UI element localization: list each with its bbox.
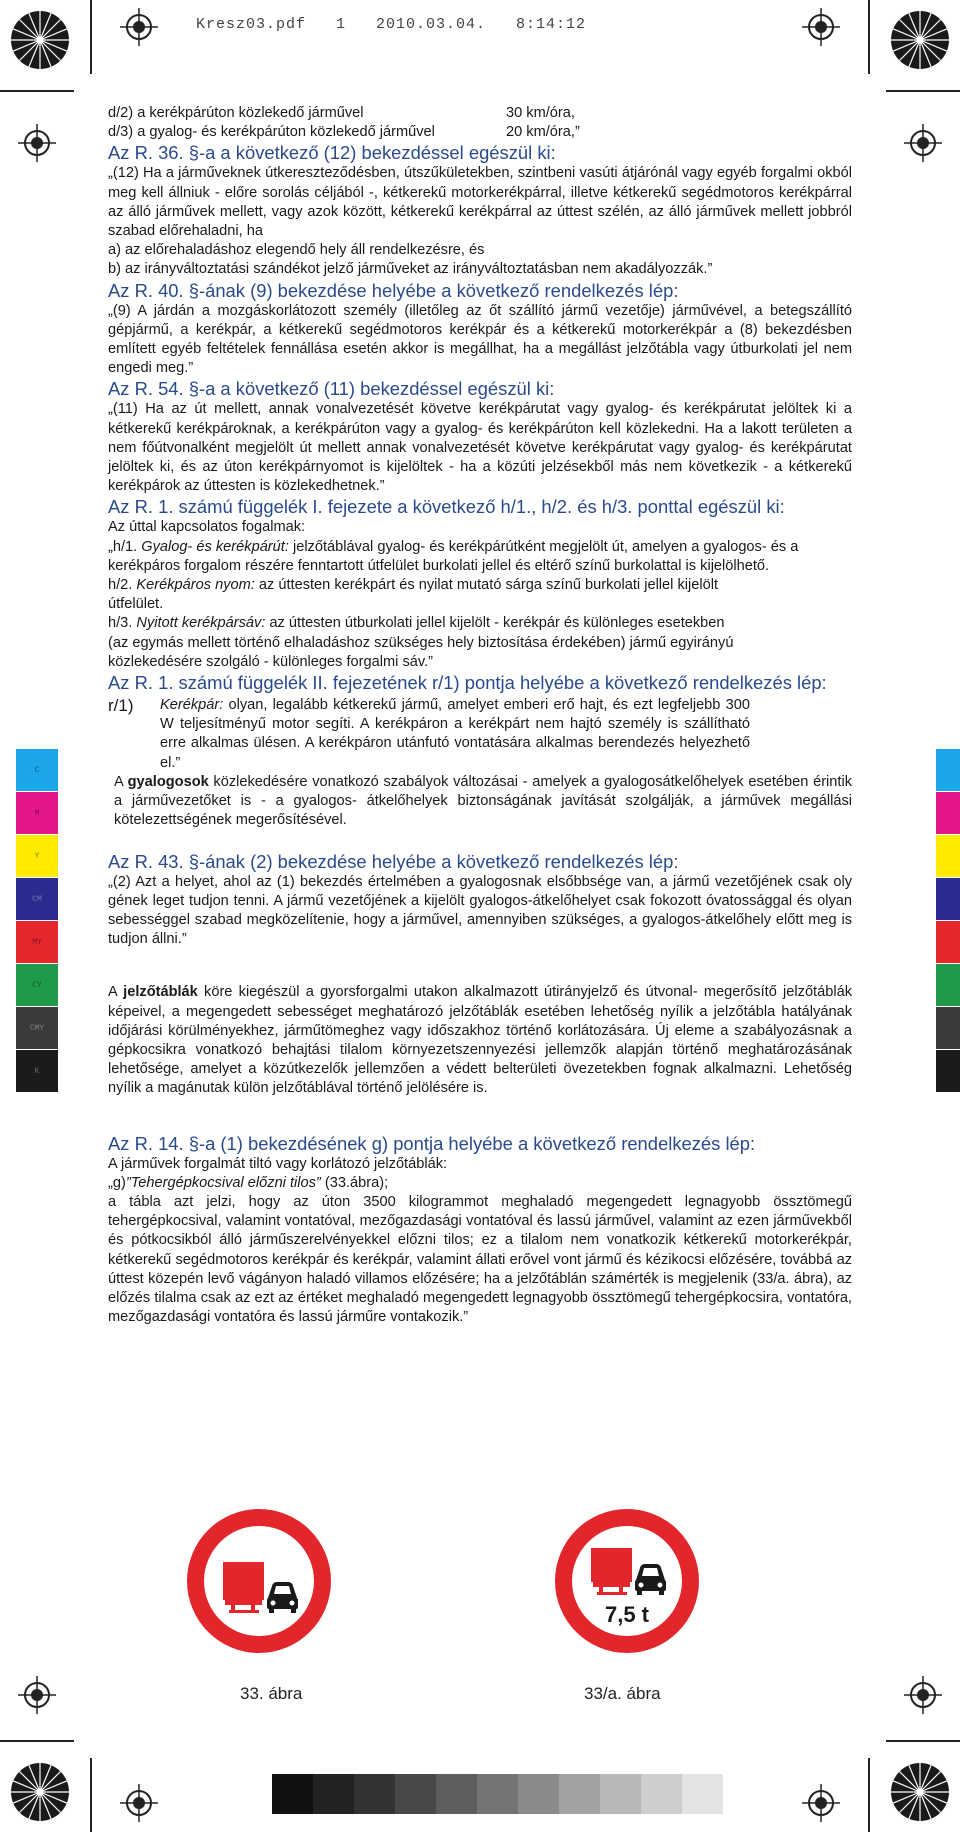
- registration-mark-icon: [18, 124, 56, 162]
- definition-item: [108, 576, 748, 614]
- radial-resolution-mark-icon: [890, 1762, 950, 1822]
- color-swatch-cyan: [936, 749, 960, 791]
- gray-step: [600, 1774, 641, 1814]
- section-heading: Az R. 54. §-a a következő (11) bekezdéssel egészül ki:: [108, 378, 555, 400]
- registration-mark-icon: [120, 1784, 158, 1822]
- radial-resolution-mark-icon: [10, 1762, 70, 1822]
- definition-label: r/1): [108, 696, 134, 716]
- paragraph: a) az előrehaladáshoz elegendő hely áll rendelkezésre, és: [108, 242, 485, 259]
- color-swatch-red: [936, 921, 960, 963]
- paragraph: a tábla azt jelzi, hogy az úton 3500 kilogrammot meghaladó megengedett legnagyobb össztömegű tehergépkocsival, valamint vontatóval, mezőgazdasági vontatóval és lassú járművel, valamint az ezen járművekből és pótkocsikból álló járműszerelvényekkel előzni tilos; ez a tilalom nem vonatkozik kétkerekű motorkerékpár, kétkerekű segédmotoros kerékpár és kerékpár, valamint állati erővel vont jármű és kézikocsi előzésére, továbbá az úttest közepén levő vágányon haladó villamos előzésére; ha a jelzőtáblán számérték is megjelenik (33/a. ábra), az előzés tilalma csak az ezt az értéket meghaladó megengedett legnagyobb össztömegű tehergépkocsira, vontatóra, mezőgazdasági vontatóra és lassú járműre vontakozik.”: [108, 1193, 852, 1326]
- gray-step: [559, 1774, 600, 1814]
- item-title: ”Tehergépkocsival előzni tilos”: [125, 1174, 321, 1191]
- intro-bold: jelzőtáblák: [123, 984, 198, 1001]
- figure-caption: 33/a. ábra: [584, 1684, 661, 1703]
- color-swatch-red: [16, 921, 58, 963]
- paragraph: „(2) Azt a helyet, ahol az (1) bekezdés értelmében a gyalogosnak elsőbbsége van, a jármű vezetőjének csak oly gének leget tudjon tenni. A jármű vezetőjének a kijelölt gyalogos-átkelőhelyet csak fokozott óvatossággal és olyan sebességgel szabad megközelítenie, hogy a járművel, amennyiben szükséges, a gyalogos-átkelőhely előtt meg is tudjon állni.”: [108, 873, 852, 948]
- definition-text: az úttesten útburkolati jellel kijelölt - kerékpár és különleges esetekben (az egymás mellett történő elhaladáshoz szükséges hely biztosítása érdekében) jármű egyirányú közlekedésére szolgáló - különleges forgalmi sáv.”: [108, 615, 734, 670]
- definition-term: Nyitott kerékpársáv:: [136, 615, 266, 632]
- paragraph: Az úttal kapcsolatos fogalmak:: [108, 519, 306, 536]
- color-swatch-yellow: [936, 835, 960, 877]
- color-swatch-black: [936, 1050, 960, 1092]
- color-swatch-blue: [936, 878, 960, 920]
- registration-mark-icon: [18, 1676, 56, 1714]
- definition-prefix: „h/1.: [108, 538, 142, 555]
- definition-text: jelzőtáblával gyalog- és kerékpárútként megjelölt út, amelyen a gyalogos- és a kerékpáros forgalom részére fenntartott útfelület burkolati jellel és eltérő színű burkolattal is kijelölhető.: [108, 538, 799, 574]
- gray-step: [436, 1774, 477, 1814]
- trim-mark: [0, 1740, 74, 1742]
- item-prefix: „g): [108, 1174, 126, 1191]
- intro-prefix: A: [114, 773, 128, 790]
- definition-text: az úttesten kerékpárt és nyilat mutató sárga színű burkolati jellel kijelölt útfelület.: [108, 577, 719, 613]
- trim-mark: [868, 0, 870, 74]
- swatch-label: M: [34, 808, 40, 818]
- paragraph: b) az irányváltoztatási szándékot jelző járműveket az irányváltoztatásban nem akadályozzák.”: [108, 261, 713, 278]
- color-swatch-magenta: [936, 792, 960, 834]
- swatch-label: K: [34, 1066, 40, 1076]
- definition-term: Gyalog- és kerékpárút:: [141, 538, 289, 555]
- definition-text: [160, 696, 750, 773]
- color-swatch-green: [936, 964, 960, 1006]
- trim-mark: [886, 1740, 960, 1742]
- color-swatch-magenta: [16, 792, 58, 834]
- color-swatch-black: [16, 1050, 58, 1092]
- registration-mark-icon: [904, 1676, 942, 1714]
- gray-step: [272, 1774, 313, 1814]
- section-heading: Az R. 40. §-ának (9) bekezdése helyébe a következő rendelkezés lép:: [108, 279, 679, 301]
- definition-body: olyan, legalább kétkerekű jármű, amelyet emberi erő hajt, és ezt legfeljebb 300 W teljesítményű motor segíti. A kerékpáron a kerékpárt nem hajtó személy is szállítható erre alkalmas ülésen. A kerékpáron utánfutó vontatására alkalmas berendezés helyezhető el.”: [160, 697, 750, 771]
- color-swatch-green: [16, 964, 58, 1006]
- radial-resolution-mark-icon: [890, 10, 950, 70]
- gray-step: [682, 1774, 723, 1814]
- gray-step: [313, 1774, 354, 1814]
- intro-prefix: A: [108, 984, 124, 1001]
- registration-mark-icon: [904, 124, 942, 162]
- swatch-label: CMY: [29, 1023, 45, 1033]
- speed-line: [108, 123, 852, 142]
- swatch-label: Y: [34, 851, 40, 861]
- radial-resolution-mark-icon: [10, 10, 70, 70]
- print-header: Kresz03.pdf 1 2010.03.04. 8:14:12: [196, 16, 587, 33]
- speed-line-label: d/2) a kerékpárúton közlekedő járművel: [108, 105, 364, 121]
- paragraph: „(9) A járdán a mozgáskorlátozott személy (illetőleg az őt szállító jármű vezetője) járművével, a betegszállító gépjármű, a kerékpár, a kétkerekű segédmotoros kerékpár és a kétkerekű motorkerékpár a (8) bekezdésben említett egyéb feltételek fennállása esetén akkor is megállhat, ha a megállást jelzőtábla vagy útburkolati jel nem engedi meg.”: [108, 302, 852, 377]
- gray-step: [518, 1774, 559, 1814]
- color-swatch-blue: [16, 878, 58, 920]
- paragraph: A járművek forgalmát tiltó vagy korlátozó jelzőtáblák:: [108, 1155, 448, 1172]
- trim-mark: [0, 90, 74, 92]
- no-truck-overtaking-sign: [184, 1506, 334, 1656]
- color-swatch-cyan: [16, 749, 58, 791]
- trim-mark: [90, 0, 92, 74]
- document-body: [108, 104, 852, 1327]
- spacer: [108, 831, 852, 851]
- color-bar-left: [16, 749, 58, 1093]
- definition-r1: [108, 696, 852, 773]
- section-heading: Az R. 36. §-a a következő (12) bekezdéssel egészül ki:: [108, 142, 556, 164]
- section-heading: Az R. 43. §-ának (2) bekezdése helyébe a következő rendelkezés lép:: [108, 850, 679, 872]
- registration-mark-icon: [802, 1784, 840, 1822]
- gray-step: [354, 1774, 395, 1814]
- definition-item: [108, 614, 748, 672]
- swatch-label: C: [34, 765, 40, 775]
- no-truck-overtaking-weight-sign: [552, 1506, 702, 1656]
- definition-item: [108, 538, 850, 576]
- registration-mark-icon: [120, 8, 158, 46]
- speed-line-value: 30 km/óra,: [506, 105, 575, 121]
- definition-term: Kerékpár:: [160, 697, 224, 714]
- trim-mark: [868, 1758, 870, 1832]
- intro-text: köre kiegészül a gyorsforgalmi utakon alkalmazott útirányjelző és útvonal- megerősítő jelzőtáblák képeivel, a megengedett sebességet meghatározó jelzőtáblák esetében lehetőség nyílik a jelzőtábla hatályának időjárási körülményekhez, járműtömeghez vagy időszakhoz történő korlátozására. Új eleme a szabályozásnak a gépkocsikra vonatkozó behajtási tilalom környezetszennyezési jellemzők alapján történő meghatározásának lehetősége, amelyet a közútkezelők jellemzően a védett belterületi övezetekben fognak alkalmazni. Lehetőség nyílik a magánutak külön jelzőtáblával történő jelölésére is.: [108, 984, 853, 1097]
- gray-step: [395, 1774, 436, 1814]
- color-swatch-yellow: [16, 835, 58, 877]
- speed-line-label: d/3) a gyalog- és kerékpárúton közlekedő járművel: [108, 124, 435, 141]
- speed-line-value: 20 km/óra,”: [506, 124, 580, 141]
- section-heading: Az R. 1. számú függelék II. fejezetének r/1) pontja helyébe a következő rendelkezés lép:: [108, 672, 827, 694]
- gray-step: [477, 1774, 518, 1814]
- color-bar-right: [936, 749, 960, 1093]
- intro-bold: gyalogosok: [127, 773, 209, 790]
- grayscale-strip: [272, 1774, 723, 1814]
- color-swatch-darkgray: [16, 1007, 58, 1049]
- trim-mark: [886, 90, 960, 92]
- spacer: [108, 949, 852, 983]
- paragraph: [108, 1174, 852, 1193]
- figure-caption: 33. ábra: [240, 1684, 303, 1703]
- gray-step: [641, 1774, 682, 1814]
- spacer: [108, 1099, 852, 1133]
- signs-intro: [108, 983, 852, 1098]
- swatch-label: CY: [32, 980, 42, 990]
- weight-limit-label: 7,5 t: [604, 1602, 650, 1627]
- registration-mark-icon: [802, 8, 840, 46]
- section-heading: Az R. 1. számú függelék I. fejezete a következő h/1., h/2. és h/3. ponttal egészül ki:: [108, 496, 785, 518]
- swatch-label: MY: [32, 937, 42, 947]
- speed-line: [108, 104, 852, 123]
- section-heading: Az R. 14. §-a (1) bekezdésének g) pontja helyébe a következő rendelkezés lép:: [108, 1132, 756, 1154]
- definition-prefix: h/3.: [108, 615, 137, 632]
- paragraph: „(12) Ha a járműveknek útkereszteződésben, útszűkületekben, szintbeni vasúti átjárónál vagy egyéb forgalmi okból meg kell állniuk - előre sorolás céljából -, kétkerekű motorkerékpárral, illetve kétkerekű segédmotoros kerékpárral az álló járművek mellett, vagy azok között, kétkerekű kerékpárral az úttest szélén, az álló járművek mellett jobbról szabad előrehaladni, ha: [108, 165, 852, 240]
- definition-prefix: h/2.: [108, 577, 137, 594]
- color-swatch-darkgray: [936, 1007, 960, 1049]
- trim-mark: [90, 1758, 92, 1832]
- pedestrian-intro: [108, 773, 852, 831]
- intro-text: közlekedésére vonatkozó szabályok változásai - amelyek a gyalogosátkelőhelyek esetében érintik a járművezetőket is - a gyalogos- átkelőhelyek biztonságának javítását szolgálják, a járművek megállási kötelezettségének megerősítésével.: [114, 773, 853, 829]
- paragraph: „(11) Ha az út mellett, annak vonalvezetését követve kerékpárutat vagy gyalog- és kerékpárutat jelöltek ki a kétkerekű kerékpároknak, a kerékpárúton vagy a gyalog- és kerékpárúton kell közlekedni. Ha a lakott területen a nem főútvonalként megjelölt út mellett annak vonalvezetését követve kerékpárutat vagy gyalog- és kerékpárutat jelöltek ki, és az úton kerékpárnyomot is kijelöltek - ha a közúti jelzésekből más nem következik - a kétkerekű kerékpárok az úttesten is közlekedhetnek.”: [108, 401, 852, 495]
- item-suffix: (33.ábra);: [320, 1174, 389, 1191]
- definition-term: Kerékpáros nyom:: [136, 577, 255, 594]
- swatch-label: CM: [32, 894, 42, 904]
